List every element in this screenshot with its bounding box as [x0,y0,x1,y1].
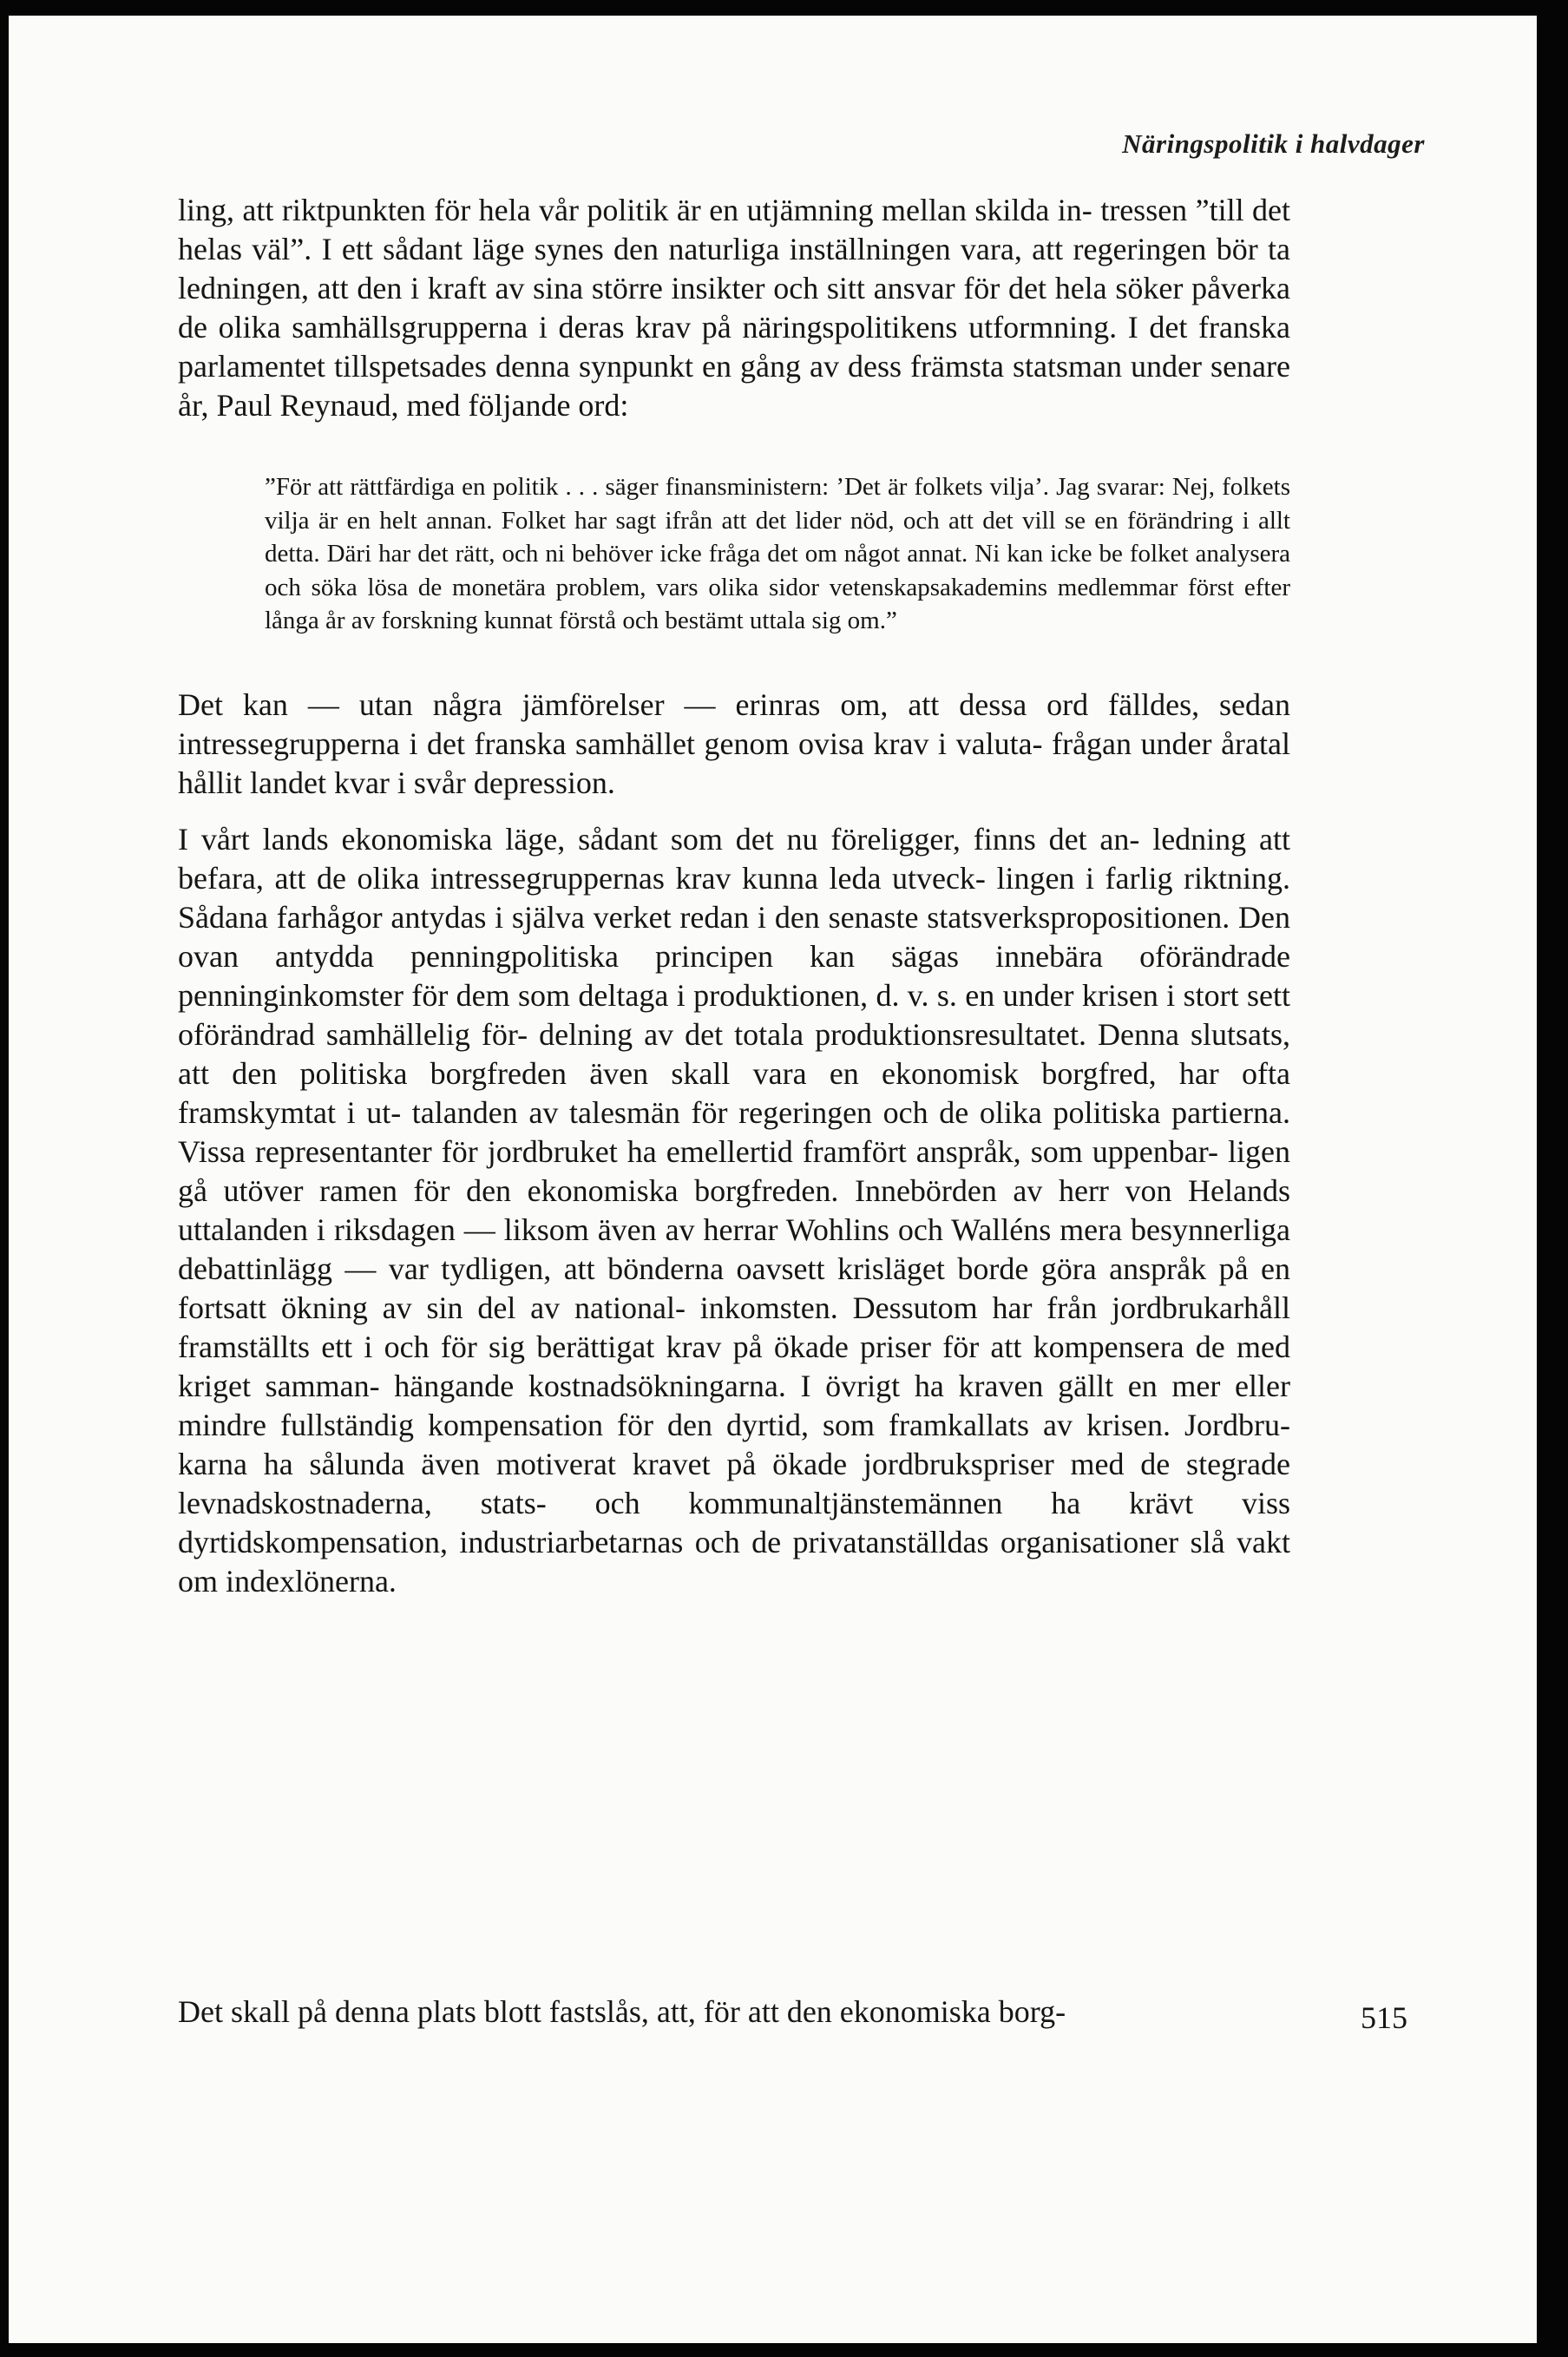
text-column [178,191,1290,1601]
page-number: 515 [1361,2000,1407,2035]
running-title: Näringspolitik i halvdager [1122,128,1425,159]
paragraph-1: ling, att riktpunkten för hela vår politik är en utjämning mellan skilda in- tressen ”till det helas väl”. I ett sådant läge synes den naturliga inställningen vara, att regeringen bör ta ledningen, att den i kraft av sina större insikter och sitt ansvar för det hela söker påverka de olika samhällsgrupperna i deras krav på näringspolitikens utformning. I det franska parlamentet tillspetsades denna synpunkt en gång av dess främsta statsman under senare år, Paul Reynaud, med följande ord: [178,193,1290,423]
paragraph-3: I vårt lands ekonomiska läge, sådant som det nu föreligger, finns det an- ledning att befara, att de olika intressegruppernas krav kunna leda utveck- lingen i farlig riktning. Sådana farhågor antydas i själva verket redan i den senaste statsverkspropositionen. Den ovan antydda penningpolitiska principen kan sägas innebära oförändrade penninginkomster för dem som deltaga i produktionen, d. v. s. en under krisen i stort sett oförändrad samhällelig för- delning av det totala produktionsresultatet. Denna slutsats, att den politiska borgfreden även skall vara en ekonomisk borgfred, har ofta framskymtat i ut- talanden av talesmän för regeringen och de olika politiska partierna. Vissa representanter för jordbruket ha emellertid framfört anspråk, som uppenbar- ligen gå utöver ramen för den ekonomiska borgfreden. Innebörden av herr von Helands uttalanden i riksdagen — liksom även av herrar Wohlins och Walléns mera besynnerliga debattinlägg — var tydligen, att bönderna oavsett krisläget borde göra anspråk på en fortsatt ökning av sin del av national- inkomsten. Dessutom har från jordbrukarhåll framställts ett i och för sig berättigat krav på ökade priser för att kompensera de med kriget samman- hängande kostnadsökningarna. I övrigt ha kraven gällt en mer eller mindre fullständig kompensation för den dyrtid, som framkallats av krisen. Jordbru- karna ha sålunda även motiverat kravet på ökade jordbrukspriser med de stegrade levnadskostnaderna, stats- och kommunaltjänstemännen ha krävt viss dyrtidskompensation, industriarbetarnas och de privatanställdas organisationer slå vakt om indexlönerna. [178,821,1290,1599]
paragraph-4: Det skall på denna plats blott fastslås, att, för att den ekonomiska borg- [178,1994,1066,2029]
paragraph-2: Det kan — utan några jämförelser — erinras om, att dessa ord fälldes, sedan intressegrupperna i det franska samhället genom ovisa krav i valuta- frågan under åratal hållit landet kvar i svår depression. [178,686,1290,800]
block-quote [178,470,1290,638]
quote-text: ”För att rättfärdiga en politik . . . säger finansministern: ’Det är folkets vilja’. Jag svarar: Nej, folkets vilja är en helt annan. Folket har sagt ifrån att det lider nöd, och att det vill se en förändring i allt detta. Däri har det rätt, och ni behöver icke fråga det om något annat. Ni kan icke be folket analysera och söka lösa de monetära problem, vars olika sidor vetenskapsakademins medlemmar först efter långa år av forskning kunnat förstå och bestämt uttala sig om.” [265,473,1290,634]
